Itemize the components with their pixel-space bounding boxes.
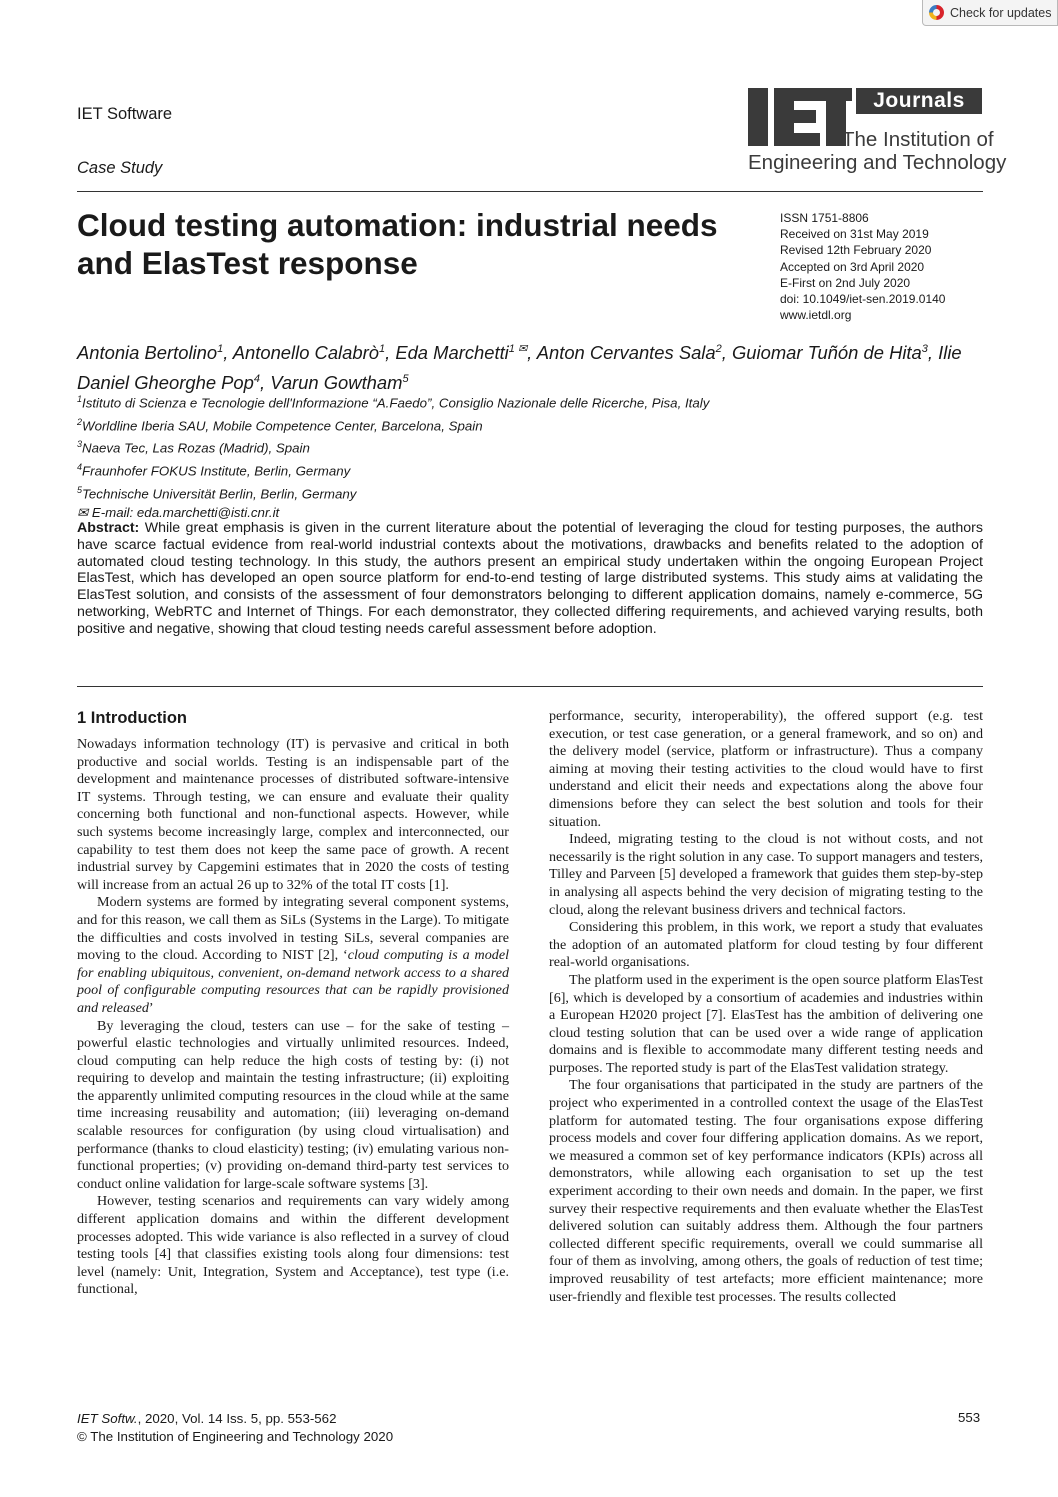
check-for-updates-button[interactable]	[922, 0, 1058, 26]
received-date: Received on 31st May 2019	[780, 227, 929, 242]
affiliation: $^4$Fraunhofer FOKUS Institute, Berlin, Germany	[77, 461, 351, 479]
paragraph: The four organisations that participated in the study are partners of the project who experimented in a controlled context the usage of the ElasTest platform for automated testing. The four organisations expose differing process models and cover four differing application domains. As we report, we measured a common set of key performance indicators (KPIs) across all demonstrators, while allowing each organisation to set up the test experiment according to their own needs and domain. In the paper, we first survey their respective requirements and then evaluate whether the ElasTest delivered solution can suitably address them. Although the four partners collected different specific requirements, overall we could summarise all four of them as involving, among others, the goals of reduction of test time; improved reusability of test artefacts; more efficient maintenance; more user-friendly and flexible test processes. The results collected	[549, 1077, 983, 1305]
author-sup: 1 ✉	[508, 343, 528, 355]
author-sup: 5	[402, 373, 409, 386]
journals-label: Journals	[856, 88, 982, 114]
header-divider	[77, 191, 983, 192]
paper-title	[77, 206, 757, 282]
efirst-date: E-First on 2nd July 2020	[780, 275, 911, 290]
institution-line2: Engineering and Technology	[748, 151, 1007, 174]
affiliation: $^2$Worldline Iberia SAU, Mobile Competence Center, Barcelona, Spain	[77, 416, 483, 434]
abstract-divider	[77, 686, 983, 687]
crossmark-icon	[929, 5, 944, 20]
author: Guiomar Tuñón de Hita	[731, 342, 922, 364]
author-sup: 1	[217, 343, 224, 355]
author: Antonello Calabrò	[232, 342, 379, 364]
journal-abbreviation: IET Softw.	[77, 1411, 138, 1426]
affiliation: $^1$Istituto di Scienza e Tecnologie dell'Informazione “A.Faedo”, Consiglio Nazionale delle Ricerche, Pisa, Italy	[77, 394, 710, 411]
section-heading: 1 Introduction	[77, 709, 187, 727]
paragraph: Indeed, migrating testing to the cloud is not without costs, and not necessarily is the right solution in any case. To support managers and testers, Tilley and Parveen [5] developed a framework that guides them step-by-step in analysing all aspects behind the very decision of migrating testing to the cloud, along the relevant business drivers and technical factors.	[549, 831, 983, 918]
article-type: Case Study	[77, 159, 163, 177]
abstract-text: While great emphasis is given in the current literature about the potential of leveraging the cloud for testing purposes, the authors have scarce factual evidence from real-world industrial contexts about the motivations, drawbacks and benefits related to the adoption of automated cloud testing technology. In this study, the authors present an empirical study undertaken within the ongoing European Project ElasTest, which has developed an open source platform for end-to-end testing of large distributed systems. This study aims at validating the ElasTest solution, and consists of the assessment of four demonstrators belonging to different application domains, namely e-commerce, 5G networking, WebRTC and Internet of Things. For each demonstrator, they collected differing requirements, and achieved varying results, both positive and negative, showing that cloud testing needs careful assessment before adoption.	[77, 520, 983, 637]
paragraph: Modern systems are formed by integrating several component systems, and for this reason, we call them as SiLs (Systems in the Large). To mitigate the difficulties and costs involved in testing SiLs, several companies are moving to the cloud. According to NIST [2], ‘cloud computing is a model for enabling ubiquitous, convenient, on-demand network access to a shared pool of configurable computing resources that can be rapidly provisioned and released’	[77, 894, 509, 1016]
nist-quote: cloud computing is a model for enabling ubiquitous, convenient, on-demand network access to a shared pool of configurable computing resources that can be rapidly provisioned and released	[77, 947, 509, 1016]
institution-line1: The Institution of	[842, 128, 994, 151]
corresponding-email[interactable]: ✉ E-mail: eda.marchetti@isti.cnr.it	[77, 505, 280, 521]
check-for-updates-label: Check for updates	[950, 5, 1052, 20]
affiliations	[77, 390, 977, 522]
paragraph: The platform used in the experiment is the open source platform ElasTest [6], which is developed by a consortium of academies and industries within a European H2020 project [7]. ElasTest has the ambition of delivering one cloud testing solution that can be used over a wide range of application domains and is flexible to accommodate many different testing needs and purposes. The reported study is part of the ElasTest validation strategy.	[549, 971, 983, 1076]
article-metadata	[780, 210, 945, 323]
doi[interactable]: doi: 10.1049/iet-sen.2019.0140	[780, 292, 946, 307]
paragraph: Nowadays information technology (IT) is pervasive and critical in both productive and social worlds. Testing is an indispensable part of the development and maintenance processes of distributed software-intensive IT systems. Through testing, we can ensure and evaluate their quality concerning both functional and non-functional aspects. However, while such systems become increasingly large, complex and interconnected, our capability to test them does not keep the same pace of growth. A recent industrial survey by Capgemini estimates that in 2020 the costs of testing will increase from an actual 26 up to 32% of the total IT costs [1].	[77, 736, 509, 893]
author: Ilie Daniel Gheorghe Pop	[77, 342, 962, 394]
paragraph: However, testing scenarios and requirements can vary widely among different application domains and within the different development processes adopted. This wide variance is also reflected in a survey of cloud testing tools [4] that classifies existing tools along four dimensions: test level (namely: Unit, Integration, System and Acceptance), test type (i.e. functional,	[77, 1193, 509, 1298]
title-line-1: Cloud testing automation: industrial needs	[77, 207, 718, 243]
footer-citation	[77, 1410, 393, 1445]
author: Antonia Bertolino	[77, 342, 218, 364]
author-sup: 3	[921, 343, 928, 355]
abstract-label: Abstract:	[77, 520, 140, 536]
column-left	[77, 708, 509, 1299]
website-link[interactable]: www.ietdl.org	[780, 308, 852, 323]
accepted-date: Accepted on 3rd April 2020	[780, 259, 925, 274]
issn: ISSN 1751-8806	[780, 211, 869, 225]
title-line-2: and ElasTest response	[77, 245, 418, 281]
paragraph: By leveraging the cloud, testers can use – for the sake of testing – powerful elastic technologies and virtually unlimited resources. Indeed, cloud computing can help reduce the high costs of testing by: (i) not requiring to develop and maintain the testing infrastructure; (ii) exploiting the apparently unlimited computing resources in the cloud while at the same time increasing reusability and automation; (iii) leveraging on-demand scalable resources for configuration (by using cloud virtualisation) and performance (thanks to cloud elasticity) testing; (iv) emulating various non-functional properties; (v) providing on-demand third-party test services to conduct online validation for large-scale software systems [3].	[77, 1017, 509, 1192]
copyright: © The Institution of Engineering and Technology 2020	[77, 1428, 394, 1444]
column-right	[549, 708, 983, 1306]
author-sup: 1	[378, 343, 386, 355]
affiliation: $^3$Naeva Tec, Las Rozas (Madrid), Spain	[77, 439, 310, 456]
abstract	[77, 520, 983, 638]
author-sup: 2	[715, 343, 722, 355]
journal-name: IET Software	[77, 105, 173, 123]
author-list: Antonia Bertolino$^1$, Antonello Calabrò$^1$, Eda Marchetti$^{1 ✉}$, Anton Cervantes Sala$^2$, Guiomar Tuñón de Hita$^3$, Ilie Daniel Gheorghe Pop$^4$, Varun Gowtham$^5$	[77, 342, 962, 394]
author-sup: 4	[253, 373, 261, 386]
paragraph: performance, security, interoperability), the offered support (e.g. test execution, or test case generation, or a general framework, and so on) and the delivery model (service, platform or infrastructure). Thus a company aiming at moving their testing activities to the cloud would have to first understand and elicit their needs and expectations along the above four dimensions before they can select the best solution and tools for their situation.	[549, 708, 983, 830]
page-number: 553	[958, 1410, 981, 1425]
author: Anton Cervantes Sala	[536, 342, 716, 364]
revised-date: Revised 12th February 2020	[780, 243, 932, 258]
affiliation: $^5$Technische Universität Berlin, Berlin, Germany	[77, 484, 357, 501]
iet-letters-icon	[748, 88, 852, 146]
paragraph: Considering this problem, in this work, we report a study that evaluates the adoption of an automated platform for cloud testing by four different real-world organisations.	[549, 919, 983, 971]
author: Eda Marchetti	[395, 342, 509, 364]
author: Varun Gowtham	[270, 372, 403, 394]
citation-details: , 2020, Vol. 14 Iss. 5, pp. 553-562	[137, 1411, 337, 1426]
